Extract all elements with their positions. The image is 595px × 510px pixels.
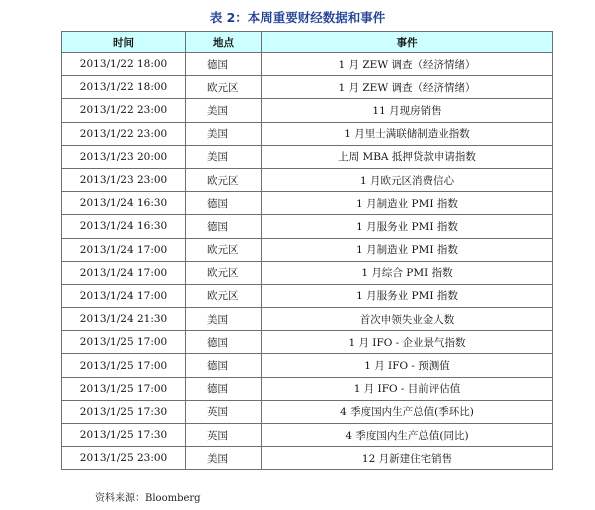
table-row <box>62 377 553 400</box>
place-cell: 德国 <box>186 377 262 400</box>
table-row <box>62 238 553 261</box>
event-cell: 1 月制造业 PMI 指数 <box>262 192 553 215</box>
table-title: 表 2：本周重要财经数据和事件 <box>209 10 386 25</box>
time-cell: 2013/1/22 18:00 <box>62 76 186 99</box>
event-cell: 12 月新建住宅销售 <box>262 447 553 470</box>
table-row <box>62 99 553 122</box>
header-time: 时间 <box>62 32 186 53</box>
event-cell: 1 月 ZEW 调查（经济情绪） <box>262 53 553 76</box>
time-cell: 2013/1/23 23:00 <box>62 168 186 191</box>
time-cell: 2013/1/22 23:00 <box>62 99 186 122</box>
time-cell: 2013/1/22 18:00 <box>62 53 186 76</box>
table-row <box>62 122 553 145</box>
time-cell: 2013/1/24 17:00 <box>62 238 186 261</box>
place-cell: 英国 <box>186 400 262 423</box>
table-row <box>62 400 553 423</box>
table-row <box>62 215 553 238</box>
place-cell: 英国 <box>186 424 262 447</box>
place-cell: 欧元区 <box>186 168 262 191</box>
time-cell: 2013/1/25 17:00 <box>62 354 186 377</box>
table-body <box>62 53 553 470</box>
event-cell: 1 月综合 PMI 指数 <box>262 261 553 284</box>
place-cell: 美国 <box>186 99 262 122</box>
place-cell: 美国 <box>186 145 262 168</box>
header-event: 事件 <box>262 32 553 53</box>
time-cell: 2013/1/24 17:00 <box>62 261 186 284</box>
place-cell: 美国 <box>186 308 262 331</box>
place-cell: 欧元区 <box>186 238 262 261</box>
time-cell: 2013/1/22 23:00 <box>62 122 186 145</box>
place-cell: 欧元区 <box>186 76 262 99</box>
place-cell: 欧元区 <box>186 261 262 284</box>
table-row <box>62 447 553 470</box>
time-cell: 2013/1/23 20:00 <box>62 145 186 168</box>
event-cell: 1 月 IFO - 企业景气指数 <box>262 331 553 354</box>
event-cell: 1 月里士满联储制造业指数 <box>262 122 553 145</box>
time-cell: 2013/1/24 16:30 <box>62 215 186 238</box>
event-cell: 1 月服务业 PMI 指数 <box>262 284 553 307</box>
place-cell: 德国 <box>186 215 262 238</box>
event-cell: 1 月欧元区消费信心 <box>262 168 553 191</box>
time-cell: 2013/1/24 21:30 <box>62 308 186 331</box>
event-cell: 4 季度国内生产总值(季环比) <box>262 400 553 423</box>
table-row <box>62 76 553 99</box>
time-cell: 2013/1/25 17:00 <box>62 377 186 400</box>
table-row <box>62 261 553 284</box>
place-cell: 德国 <box>186 354 262 377</box>
header-row <box>62 32 553 53</box>
place-cell: 美国 <box>186 122 262 145</box>
table-header <box>62 32 553 53</box>
events-table <box>61 31 553 470</box>
table-row <box>62 53 553 76</box>
event-cell: 1 月服务业 PMI 指数 <box>262 215 553 238</box>
table-row <box>62 145 553 168</box>
table-row <box>62 331 553 354</box>
time-cell: 2013/1/25 17:00 <box>62 331 186 354</box>
event-cell: 1 月 IFO - 预测值 <box>262 354 553 377</box>
table-row <box>62 192 553 215</box>
event-cell: 11 月现房销售 <box>262 99 553 122</box>
time-cell: 2013/1/24 17:00 <box>62 284 186 307</box>
event-cell: 1 月 IFO - 目前评估值 <box>262 377 553 400</box>
time-cell: 2013/1/25 17:30 <box>62 424 186 447</box>
table-row <box>62 424 553 447</box>
time-cell: 2013/1/25 17:30 <box>62 400 186 423</box>
table-row <box>62 308 553 331</box>
time-cell: 2013/1/25 23:00 <box>62 447 186 470</box>
header-place: 地点 <box>186 32 262 53</box>
table-row <box>62 354 553 377</box>
table-row <box>62 168 553 191</box>
place-cell: 德国 <box>186 192 262 215</box>
time-cell: 2013/1/24 16:30 <box>62 192 186 215</box>
place-cell: 德国 <box>186 53 262 76</box>
table-row <box>62 284 553 307</box>
place-cell: 德国 <box>186 331 262 354</box>
event-cell: 上周 MBA 抵押贷款申请指数 <box>262 145 553 168</box>
source-note: 资料来源：Bloomberg <box>95 493 201 504</box>
event-cell: 4 季度国内生产总值(同比) <box>262 424 553 447</box>
place-cell: 美国 <box>186 447 262 470</box>
event-cell: 1 月制造业 PMI 指数 <box>262 238 553 261</box>
event-cell: 1 月 ZEW 调查（经济情绪） <box>262 76 553 99</box>
event-cell: 首次申领失业金人数 <box>262 308 553 331</box>
place-cell: 欧元区 <box>186 284 262 307</box>
